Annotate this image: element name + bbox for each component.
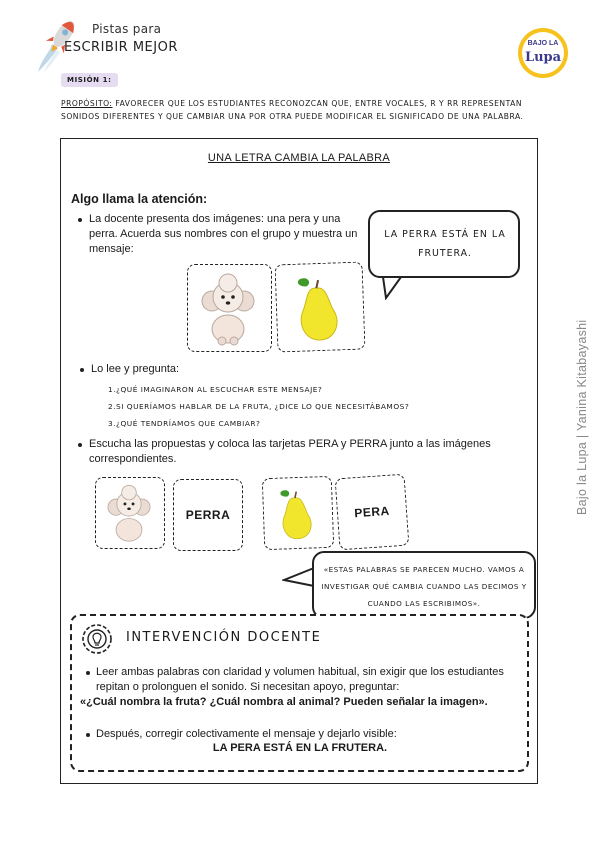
pear-icon xyxy=(276,263,363,350)
question-item: 2.SI QUERÍAMOS HABLAR DE LA FRUTA, ¿DICE LO QUE NECESITÁBAMOS? xyxy=(108,402,410,411)
intervention-questions: «¿Cuál nombra la fruta? ¿Cuál nombra al animal? Pueden señalar la imagen». xyxy=(80,696,488,708)
question-item: 1.¿QUÉ IMAGINARON AL ESCUCHAR ESTE MENSAJE? xyxy=(108,385,323,394)
dog-image-card-small xyxy=(95,477,165,549)
mission-badge: MISIÓN 1: xyxy=(61,73,118,87)
bullet-3 xyxy=(78,443,82,447)
intervention-text-1: Leer ambas palabras con claridad y volumen habitual, sin exigir que los estudiantes repitan o prolonguen el sonido. Si necesitan apoyo, preguntar: xyxy=(96,666,504,693)
section-heading: Algo llama la atención: xyxy=(71,192,208,206)
activity-title: UNA LETRA CAMBIA LA PALABRA xyxy=(207,152,391,164)
bullet-5 xyxy=(86,733,90,737)
word-card-pera xyxy=(335,474,410,551)
bajo-la-lupa-logo xyxy=(518,28,568,78)
poodle-icon xyxy=(96,478,162,546)
bullet-2 xyxy=(80,368,84,372)
word-card-perra xyxy=(173,479,243,551)
bubble-2-tail xyxy=(282,566,316,588)
speech-bubble-2-text: «ESTAS PALABRAS SE PARECEN MUCHO. VAMOS A INVESTIGAR QUÉ CAMBIA CUANDO LAS DECIMOS Y CUANDO LAS ESCRIBIMOS». xyxy=(321,565,527,608)
pear-image-card xyxy=(274,261,365,352)
question-item: 3.¿QUÉ TENDRÍAMOS QUE CAMBIAR? xyxy=(108,419,261,428)
series-subtitle: ESCRIBIR MEJOR xyxy=(64,40,178,55)
logo-text-top: BAJO LA xyxy=(527,40,559,47)
bullet-4 xyxy=(86,671,90,675)
step-3-text: Escucha las propuestas y coloca las tarjetas PERA y PERRA junto a las imágenes correspondientes. xyxy=(89,438,491,465)
corrected-message: LA PERA ESTÁ EN LA FRUTERA. xyxy=(212,742,388,754)
step-2-text: Lo lee y pregunta: xyxy=(91,363,180,375)
word-card-pera-label: PERA xyxy=(353,503,391,521)
logo-text-main: Lupa xyxy=(524,50,562,65)
intervention-title: INTERVENCIÓN DOCENTE xyxy=(126,630,322,645)
purpose-label: PROPÓSITO: xyxy=(61,99,113,108)
purpose-body: FAVORECER QUE LOS ESTUDIANTES RECONOZCAN QUE, ENTRE VOCALES, R Y RR REPRESENTAN SONIDOS DIFERENTES Y QUE CAMBIAR UNA POR OTRA PUEDE MODIFICAR EL SIGNIFICADO DE UNA PALABRA. xyxy=(61,99,524,121)
word-card-perra-label: PERRA xyxy=(185,508,231,522)
purpose-text xyxy=(61,97,541,123)
series-title: Pistas para xyxy=(92,22,162,36)
poodle-icon xyxy=(188,265,268,349)
speech-bubble-1-text: LA PERRA ESTÁ EN LA FRUTERA. xyxy=(384,229,506,259)
intervention-text-2: Después, corregir colectivamente el mensaje y dejarlo visible: xyxy=(96,728,397,740)
step-1-text: La docente presenta dos imágenes: una pera y una perra. Acuerda sus nombres con el grupo y muestra un mensaje: xyxy=(89,213,358,255)
bullet-1 xyxy=(78,218,82,222)
side-credit-text: Bajo la Lupa | Yanina Kitabayashi xyxy=(575,319,589,515)
side-credit xyxy=(572,319,592,518)
pear-icon xyxy=(263,477,331,547)
lightbulb-gear-icon xyxy=(80,622,114,656)
question-list xyxy=(108,381,409,432)
dog-image-card xyxy=(187,264,272,352)
pear-image-card-small xyxy=(262,476,334,550)
